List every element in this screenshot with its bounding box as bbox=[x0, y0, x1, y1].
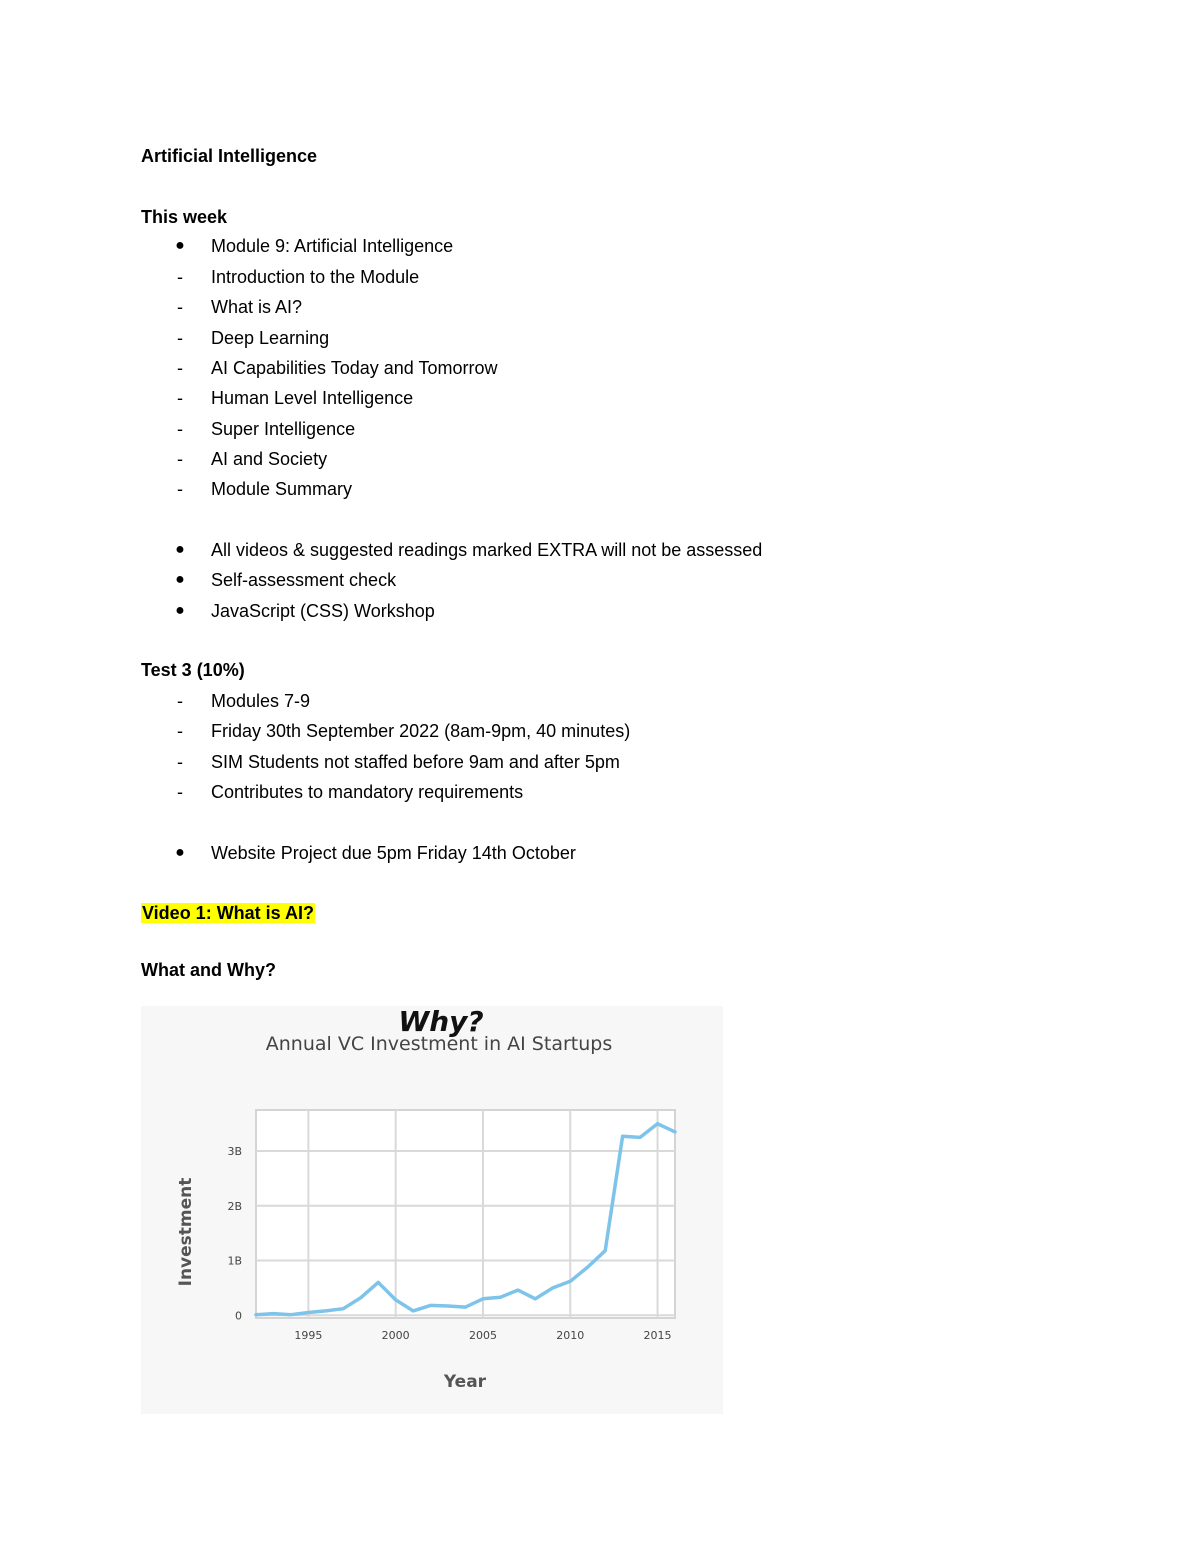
x-tick-label: 2000 bbox=[381, 1329, 410, 1342]
dash-marker: - bbox=[177, 721, 183, 741]
dash-marker: - bbox=[177, 419, 183, 439]
data-point bbox=[412, 1309, 415, 1312]
dash-marker: - bbox=[177, 267, 183, 287]
bullet-icon: ● bbox=[175, 571, 185, 588]
list-item-text: Module 9: Artificial Intelligence bbox=[211, 236, 454, 256]
dash-marker: - bbox=[177, 328, 183, 348]
data-point bbox=[429, 1304, 432, 1307]
list-item-text: AI Capabilities Today and Tomorrow bbox=[211, 358, 498, 378]
data-point bbox=[656, 1122, 659, 1125]
y-tick-label: 1B bbox=[227, 1254, 242, 1268]
data-point bbox=[586, 1266, 589, 1269]
data-point bbox=[464, 1306, 467, 1309]
data-point bbox=[447, 1305, 450, 1308]
chart-x-axis-label: Year bbox=[443, 1372, 487, 1392]
data-point bbox=[359, 1296, 362, 1299]
data-point bbox=[516, 1289, 519, 1292]
bullet-icon: ● bbox=[175, 844, 185, 861]
list-item-text: JavaScript (CSS) Workshop bbox=[211, 601, 435, 621]
dash-marker: - bbox=[177, 449, 183, 469]
data-point bbox=[324, 1309, 327, 1312]
this-week-heading: This week bbox=[141, 207, 228, 227]
dash-marker: - bbox=[177, 388, 183, 408]
document-title: Artificial Intelligence bbox=[141, 146, 318, 166]
list-item-text: Self-assessment check bbox=[211, 570, 397, 590]
data-point bbox=[307, 1311, 310, 1314]
chart-title: Annual VC Investment in AI Startups bbox=[265, 1033, 613, 1055]
data-point bbox=[482, 1297, 485, 1300]
y-tick-label: 3B bbox=[227, 1145, 242, 1159]
data-point bbox=[569, 1280, 572, 1283]
video-subheading: What and Why? bbox=[141, 960, 276, 980]
list-item-text: SIM Students not staffed before 9am and after 5pm bbox=[211, 752, 620, 772]
dash-marker: - bbox=[177, 782, 183, 802]
list-item-text: All videos & suggested readings marked EXTRA will not be assessed bbox=[211, 540, 763, 560]
data-point bbox=[639, 1136, 642, 1139]
dash-marker: - bbox=[177, 297, 183, 317]
chart-banner: Why? bbox=[398, 1006, 484, 1038]
dash-marker: - bbox=[177, 358, 183, 378]
data-point bbox=[290, 1313, 293, 1316]
chart-svg bbox=[141, 1006, 723, 1414]
data-point bbox=[551, 1286, 554, 1289]
test-heading: Test 3 (10%) bbox=[141, 660, 245, 680]
data-point bbox=[621, 1135, 624, 1138]
data-point bbox=[604, 1249, 607, 1252]
bullet-icon: ● bbox=[175, 237, 185, 254]
x-tick-label: 1995 bbox=[294, 1329, 323, 1342]
bullet-icon: ● bbox=[175, 602, 185, 619]
list-item-text: Website Project due 5pm Friday 14th October bbox=[211, 843, 576, 863]
x-tick-label: 2005 bbox=[468, 1329, 497, 1342]
data-point bbox=[499, 1296, 502, 1299]
dash-marker: - bbox=[177, 691, 183, 711]
dash-marker: - bbox=[177, 752, 183, 772]
x-tick-label: 2015 bbox=[643, 1329, 672, 1342]
data-point bbox=[255, 1313, 258, 1316]
data-point bbox=[534, 1297, 537, 1300]
data-point bbox=[342, 1307, 345, 1310]
list-item-text: AI and Society bbox=[211, 449, 328, 469]
x-tick-label: 2010 bbox=[556, 1329, 585, 1342]
chart-y-axis-label: Investment bbox=[176, 1177, 196, 1287]
list-item-text: Deep Learning bbox=[211, 328, 330, 348]
data-point bbox=[394, 1299, 397, 1302]
y-tick-label: 0 bbox=[235, 1309, 242, 1323]
list-item-text: Human Level Intelligence bbox=[211, 388, 414, 408]
dash-marker: - bbox=[177, 479, 183, 499]
list-item-text: Super Intelligence bbox=[211, 419, 356, 439]
video-heading-text: Video 1: What is AI? bbox=[142, 903, 315, 923]
data-point bbox=[377, 1281, 380, 1284]
list-item-text: Introduction to the Module bbox=[211, 267, 420, 287]
list-item-text: Modules 7-9 bbox=[211, 691, 311, 711]
bullet-icon: ● bbox=[175, 541, 185, 558]
list-item-text: What is AI? bbox=[211, 297, 303, 317]
list-item-text: Module Summary bbox=[211, 479, 353, 499]
video-heading bbox=[141, 902, 315, 924]
y-tick-label: 2B bbox=[227, 1199, 242, 1213]
data-point bbox=[674, 1130, 677, 1133]
list-item-text: Contributes to mandatory requirements bbox=[211, 782, 524, 802]
chart-image bbox=[141, 1006, 723, 1414]
data-point bbox=[272, 1312, 275, 1315]
list-item-text: Friday 30th September 2022 (8am-9pm, 40 minutes) bbox=[211, 721, 631, 741]
